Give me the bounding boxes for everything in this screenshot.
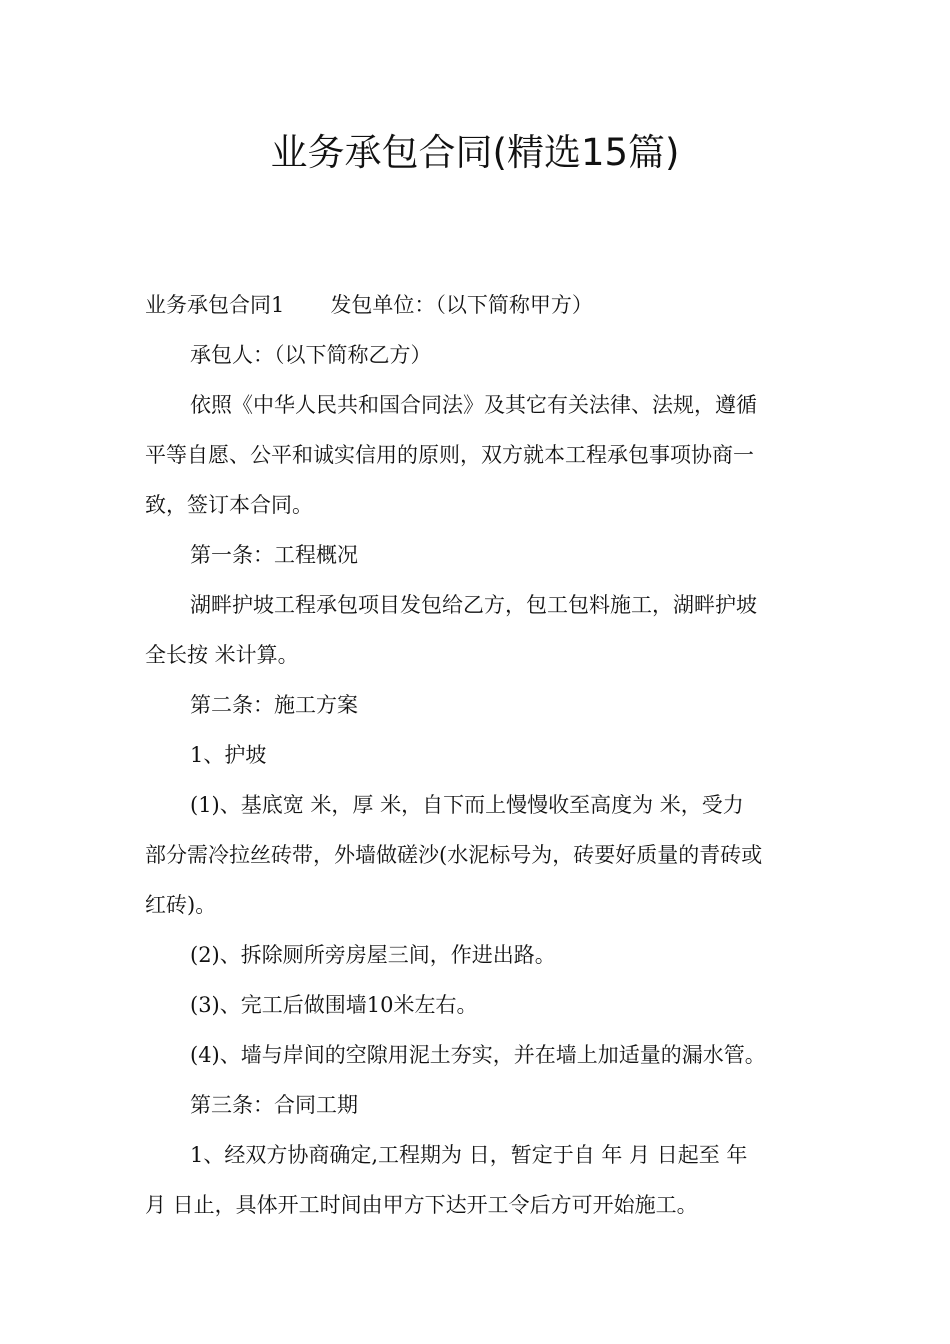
paragraph-line: [145, 280, 807, 330]
paragraph-line: 全长按 米计算。: [145, 643, 299, 667]
paragraph-line: (2)、拆除厕所旁房屋三间，作进出路。: [190, 943, 556, 967]
paragraph-line: (3)、完工后做围墙10米左右。: [190, 993, 478, 1017]
issuer-label: 发包单位：（以下简称甲方）: [330, 293, 593, 317]
section-heading: 第二条：施工方案: [190, 693, 358, 717]
section-heading: 第三条：合同工期: [190, 1093, 358, 1117]
paragraph-line: 承包人：（以下简称乙方）: [190, 343, 432, 367]
section-heading: 第一条：工程概况: [190, 543, 358, 567]
paragraph-line: 平等自愿、公平和诚实信用的原则，双方就本工程承包事项协商一: [145, 443, 754, 467]
paragraph-line: 部分需冷拉丝砖带，外墙做磋沙(水泥标号为，砖要好质量的青砖或: [145, 843, 763, 867]
paragraph-line: 月 日止，具体开工时间由甲方下达开工令后方可开始施工。: [145, 1193, 698, 1217]
paragraph-line: 1、护坡: [190, 743, 267, 767]
document-body: [145, 280, 807, 1230]
paragraph-line: (4)、墙与岸间的空隙用泥土夯实，并在墙上加适量的漏水管。: [190, 1043, 766, 1067]
document-title: 业务承包合同(精选15篇): [270, 131, 680, 174]
paragraph-line: 湖畔护坡工程承包项目发包给乙方，包工包料施工，湖畔护坡: [190, 593, 757, 617]
paragraph-line: 1、经双方协商确定,工程期为 日，暂定于自 年 月 日起至 年: [190, 1143, 748, 1167]
paragraph-line: 依照《中华人民共和国合同法》及其它有关法律、法规，遵循: [190, 393, 757, 417]
contract-heading: 业务承包合同1: [145, 293, 285, 317]
paragraph-line: 红砖)。: [145, 893, 217, 917]
paragraph-line: (1)、基底宽 米，厚 米，自下而上慢慢收至高度为 米，受力: [190, 793, 744, 817]
paragraph-line: 致，签订本合同。: [145, 493, 313, 517]
